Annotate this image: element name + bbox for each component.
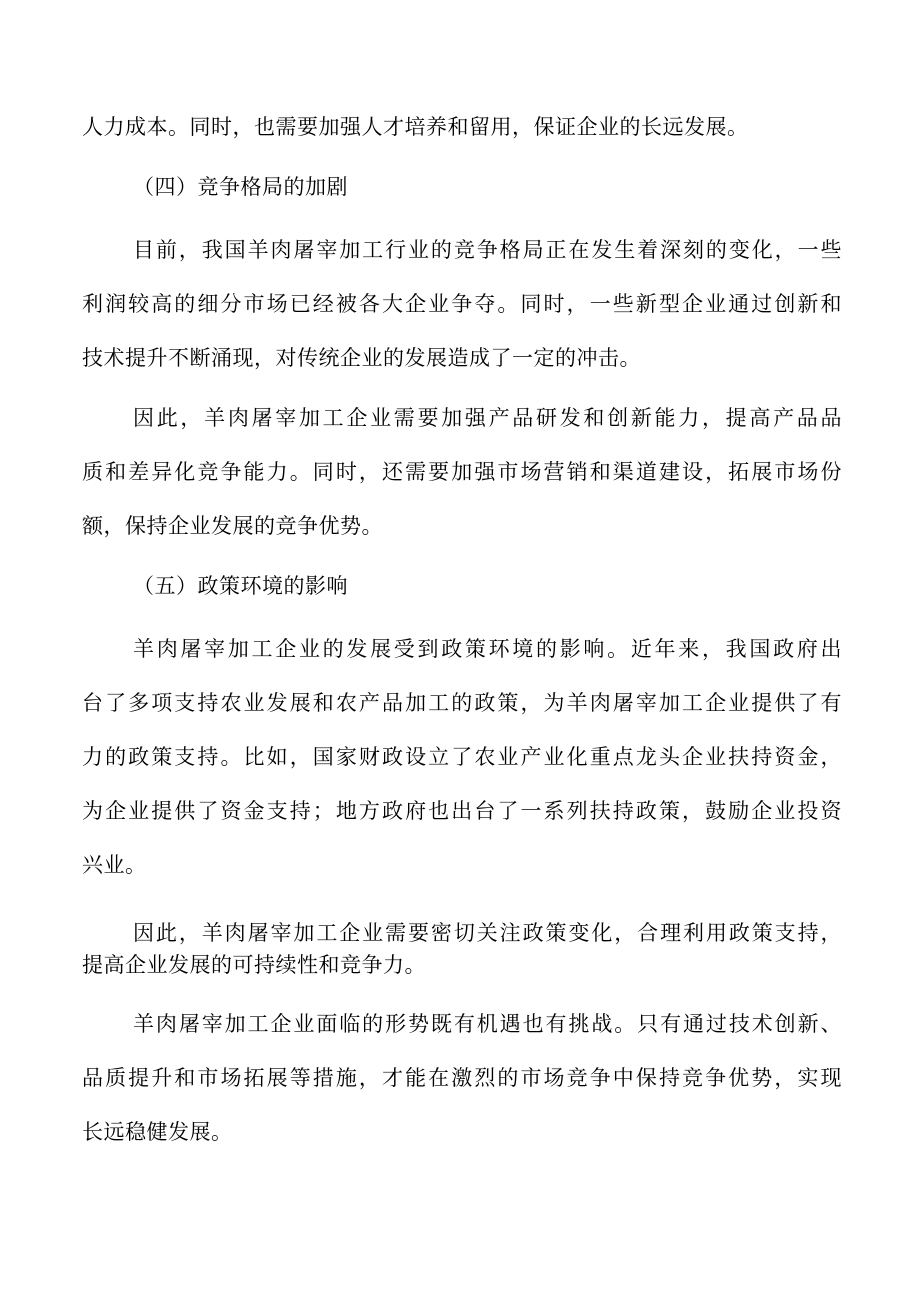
paragraph-line: 提高企业发展的可持续性和竞争力。 bbox=[82, 953, 426, 977]
paragraph-line: 技术提升不断涌现，对传统企业的发展造成了一定的冲击。 bbox=[82, 346, 641, 370]
paragraph-line: 长远稳健发展。 bbox=[82, 1120, 233, 1144]
paragraph-line: 人力成本。同时，也需要加强人才培养和留用，保证企业的长远发展。 bbox=[82, 115, 749, 139]
paragraph-line: 目前，我国羊肉屠宰加工行业的竞争格局正在发生着深刻的变化，一些 bbox=[133, 238, 842, 262]
paragraph-line: 羊肉屠宰加工企业面临的形势既有机遇也有挑战。只有通过技术创新、 bbox=[133, 1012, 842, 1036]
section-heading: （五）政策环境的影响 bbox=[133, 574, 348, 598]
section-heading: （四）竞争格局的加剧 bbox=[133, 175, 348, 199]
paragraph-line: 台了多项支持农业发展和农产品加工的政策，为羊肉屠宰加工企业提供了有 bbox=[82, 691, 842, 715]
paragraph-line: 力的政策支持。比如，国家财政设立了农业产业化重点龙头企业扶持资金， bbox=[82, 745, 842, 769]
paragraph-line: 因此，羊肉屠宰加工企业需要加强产品研发和创新能力，提高产品品 bbox=[133, 406, 842, 430]
paragraph-line: 因此，羊肉屠宰加工企业需要密切关注政策变化，合理利用政策支持， bbox=[133, 921, 842, 945]
paragraph-line: 品质提升和市场拓展等措施，才能在激烈的市场竞争中保持竞争优势，实现 bbox=[82, 1066, 842, 1090]
paragraph-line: 羊肉屠宰加工企业的发展受到政策环境的影响。近年来，我国政府出 bbox=[133, 637, 842, 661]
paragraph-line: 质和差异化竞争能力。同时，还需要加强市场营销和渠道建设，拓展市场份 bbox=[82, 460, 842, 484]
paragraph-line: 兴业。 bbox=[82, 853, 147, 877]
paragraph-line: 额，保持企业发展的竞争优势。 bbox=[82, 514, 383, 538]
paragraph-line: 利润较高的细分市场已经被各大企业争夺。同时，一些新型企业通过创新和 bbox=[82, 292, 842, 316]
paragraph-line: 为企业提供了资金支持；地方政府也出台了一系列扶持政策，鼓励企业投资 bbox=[82, 799, 842, 823]
